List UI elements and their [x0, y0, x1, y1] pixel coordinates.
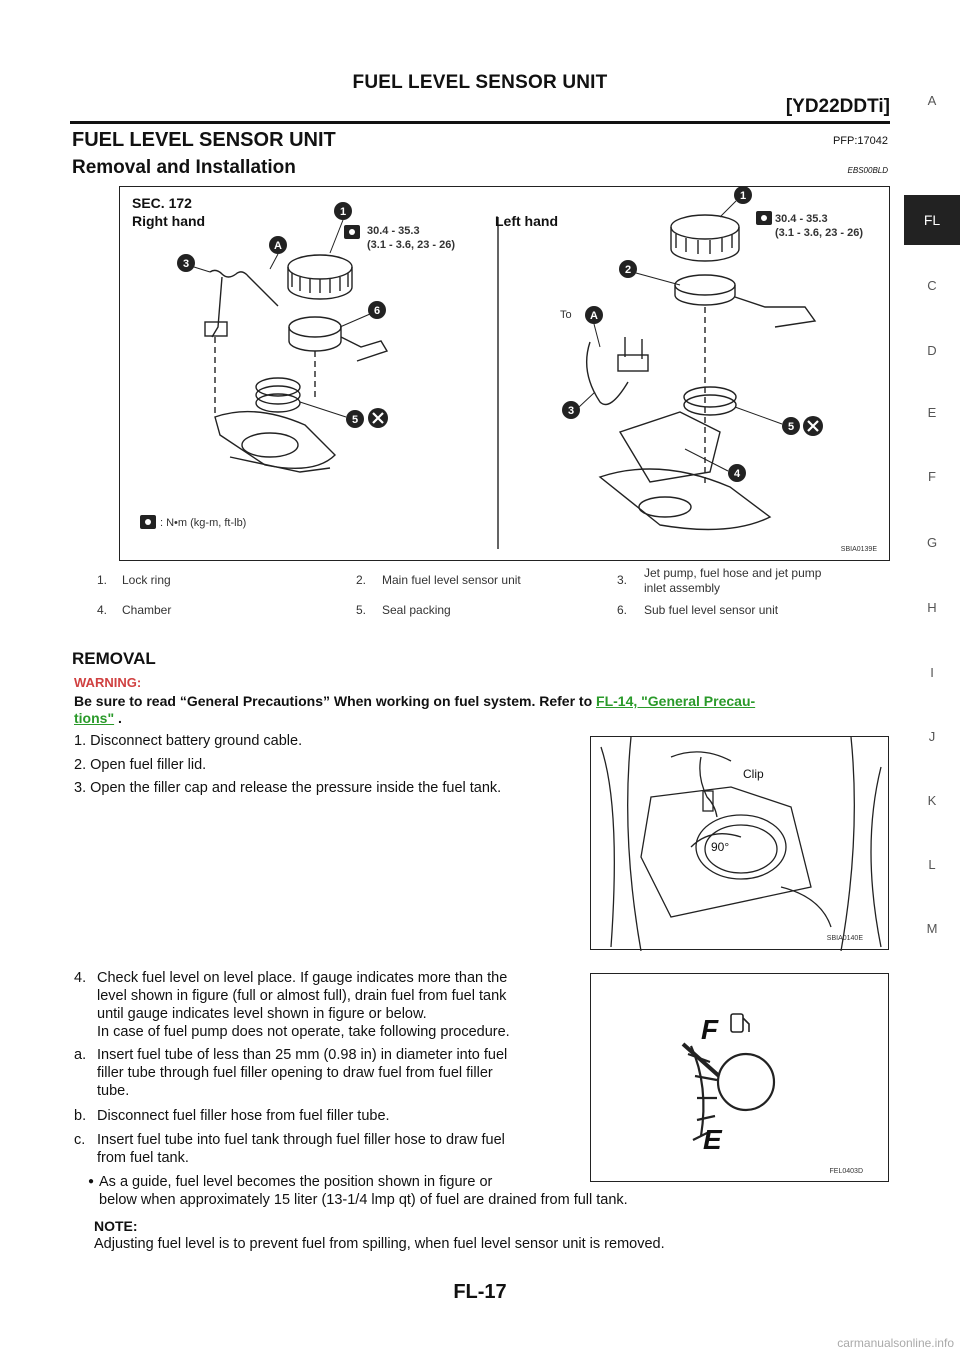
warning-text — [74, 693, 894, 727]
tab-i[interactable]: I — [930, 665, 934, 680]
part-name — [644, 566, 821, 596]
section-index-tabs — [904, 0, 960, 1000]
part-name: Chamber — [122, 603, 172, 617]
fuel-sensor-exploded-diagram — [119, 186, 890, 561]
filler-cap-art — [591, 737, 890, 951]
step-num: a. — [74, 1047, 87, 1063]
svg-text:1: 1 — [339, 206, 347, 218]
torque-unit-legend: : N•m (kg-m, ft-lb) — [160, 517, 247, 529]
note-label: NOTE: — [94, 1218, 138, 1234]
warning-period: . — [117, 710, 122, 726]
step-text: Open fuel filler lid. — [90, 757, 207, 773]
step-line: Insert fuel tube into fuel tank through fuel filler hose to draw fuel — [97, 1132, 505, 1148]
svg-text:4: 4 — [733, 468, 741, 480]
step-line: level shown in figure (full or almost full), drain fuel from fuel tank — [97, 988, 507, 1004]
torque-value-left: 30.4 - 35.3 — [775, 213, 828, 225]
step-line: until gauge indicates level shown in figure or below. — [97, 1006, 427, 1022]
step-c — [74, 1131, 579, 1167]
figure-code: SBIA0139E — [840, 546, 877, 553]
step-line: filler tube through fuel filler opening to draw fuel from fuel filler — [97, 1065, 493, 1081]
step-line: Check fuel level on level place. If gauge indicates more than the — [97, 970, 508, 986]
step-b — [74, 1107, 579, 1125]
general-precautions-link-cont[interactable]: tions" — [74, 710, 115, 726]
svg-text:3: 3 — [182, 258, 190, 270]
part-number: 5. — [356, 603, 367, 617]
svg-text:1: 1 — [739, 190, 747, 202]
part-name: Main fuel level sensor unit — [382, 573, 521, 587]
part-name: Sub fuel level sensor unit — [644, 603, 779, 617]
part-name-line: inlet assembly — [644, 581, 721, 595]
sec-number: SEC. 172 — [132, 195, 192, 211]
tab-f[interactable]: F — [928, 469, 936, 484]
svg-text:6: 6 — [373, 305, 381, 317]
subsection-title: Removal and Installation — [72, 157, 296, 178]
torque-conv-left: (3.1 - 3.6, 23 - 26) — [775, 227, 864, 239]
step-num: 1. — [74, 733, 87, 749]
step-3 — [74, 779, 501, 797]
part-number: 2. — [356, 573, 367, 587]
bullet-icon: ● — [88, 1176, 95, 1187]
figure-code: SBIA0140E — [826, 935, 863, 942]
gauge-needle — [683, 1044, 719, 1076]
fuel-gauge-figure — [590, 973, 889, 1182]
step-line: Insert fuel tube of less than 25 mm (0.98 in) in diameter into fuel — [97, 1047, 508, 1063]
tab-k[interactable]: K — [927, 793, 937, 808]
svg-text:2: 2 — [624, 264, 632, 276]
part-number: 3. — [617, 573, 628, 587]
tab-h[interactable]: H — [927, 600, 937, 615]
parts-row — [72, 596, 890, 626]
step-line: from fuel tank. — [97, 1150, 189, 1166]
step-line: Disconnect fuel filler hose from fuel filler tube. — [97, 1108, 390, 1124]
removal-heading: REMOVAL — [72, 649, 156, 668]
torque-value-right: 30.4 - 35.3 — [367, 225, 420, 237]
step-a — [74, 1046, 579, 1100]
step-1 — [74, 732, 302, 750]
filler-cap-photo — [590, 736, 889, 950]
svg-text:3: 3 — [567, 405, 575, 417]
exploded-diagram-art — [120, 187, 891, 562]
part-number: 1. — [97, 573, 108, 587]
step-num: 3. — [74, 780, 87, 796]
part-name: Seal packing — [382, 603, 451, 617]
step-line: tube. — [97, 1083, 130, 1099]
general-precautions-link[interactable]: FL-14, "General Precau- — [596, 693, 756, 709]
tab-a[interactable]: A — [927, 93, 937, 108]
step-num: c. — [74, 1132, 86, 1148]
engine-code: [YD22DDTi] — [785, 96, 890, 117]
svg-text:A: A — [590, 310, 598, 322]
step-num: b. — [74, 1108, 87, 1124]
header-rule — [70, 121, 890, 124]
parts-list — [72, 566, 890, 626]
full-mark: F — [701, 1014, 719, 1045]
left-hand-label: Left hand — [495, 213, 558, 229]
right-hand-label: Right hand — [132, 213, 206, 229]
step-num: 2. — [74, 757, 87, 773]
tab-d[interactable]: D — [927, 343, 937, 358]
tab-c[interactable]: C — [927, 278, 937, 293]
fuel-gauge-art — [591, 974, 890, 1183]
step-4 — [74, 969, 579, 1041]
figure-code: FEL0403D — [829, 1168, 863, 1175]
tab-g[interactable]: G — [926, 535, 938, 550]
part-name-line: Jet pump, fuel hose and jet pump — [644, 566, 822, 580]
subsection-code: EBS00BLD — [847, 166, 888, 175]
part-number: 4. — [97, 603, 108, 617]
svg-text:A: A — [274, 240, 282, 252]
pfp-code: PFP:17042 — [832, 135, 888, 147]
tab-j[interactable]: J — [928, 729, 936, 744]
step-text: Disconnect battery ground cable. — [90, 733, 303, 749]
angle-label: 90° — [711, 840, 730, 854]
site-watermark: carmanualsonline.info — [837, 1336, 954, 1350]
page-number: FL-17 — [453, 1281, 507, 1303]
running-header-title: FUEL LEVEL SENSOR UNIT — [352, 72, 608, 93]
torque-conv-right: (3.1 - 3.6, 23 - 26) — [367, 239, 456, 251]
tab-fl[interactable]: FL — [904, 195, 960, 245]
step-line: In case of fuel pump does not operate, take following procedure. — [97, 1024, 510, 1040]
part-number: 6. — [617, 603, 628, 617]
step-text: Open the filler cap and release the pressure inside the fuel tank. — [90, 780, 502, 796]
part-name: Lock ring — [122, 573, 171, 587]
tab-m[interactable]: M — [926, 921, 938, 936]
warning-label: WARNING: — [74, 675, 142, 690]
clip-label: Clip — [743, 767, 764, 781]
step-2 — [74, 756, 206, 774]
step-num: 4. — [74, 970, 87, 986]
warning-body: Be sure to read “General Precautions” When working on fuel system. Refer to — [74, 693, 593, 709]
empty-mark: E — [703, 1124, 722, 1155]
tab-e[interactable]: E — [927, 405, 937, 420]
svg-text:5: 5 — [351, 414, 359, 426]
parts-row — [72, 566, 890, 596]
section-title: FUEL LEVEL SENSOR UNIT — [72, 129, 336, 151]
tab-l[interactable]: L — [928, 857, 936, 872]
to-label: To — [560, 309, 572, 321]
bullet-line: As a guide, fuel level becomes the position shown in figure or — [99, 1174, 493, 1190]
bullet-line: below when approximately 15 liter (13-1/4 lmp qt) of fuel are drained from full tank. — [99, 1192, 628, 1208]
note-text: Adjusting fuel level is to prevent fuel from spilling, when fuel level sensor unit is removed. — [94, 1236, 665, 1252]
svg-text:5: 5 — [787, 421, 795, 433]
